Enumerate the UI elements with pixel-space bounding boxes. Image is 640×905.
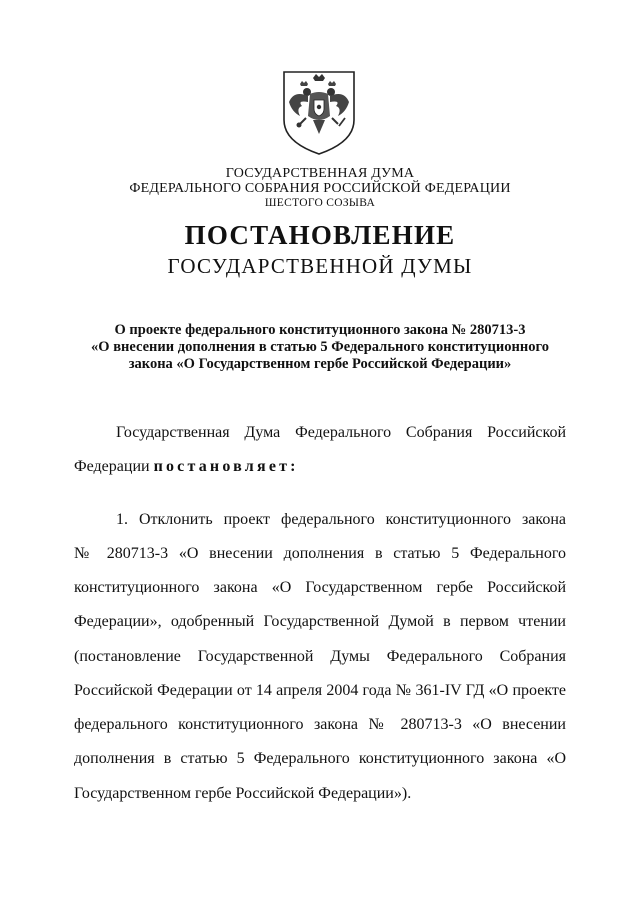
subject-line: «О внесении дополнения в статью 5 Федерального конституционного bbox=[91, 339, 549, 355]
org-name-line1: ГОСУДАРСТВЕННАЯ ДУМА bbox=[225, 166, 415, 181]
subject-line: О проекте федерального конституционного закона № 280713-3 bbox=[114, 322, 526, 338]
paragraph-line: Государственном гербе Российской Федерации»). bbox=[74, 785, 412, 802]
document-title: ПОСТАНОВЛЕНИЕ bbox=[184, 220, 456, 250]
coat-of-arms-icon bbox=[280, 68, 358, 156]
resolves-verb: постановляет: bbox=[153, 458, 299, 475]
org-name-line2: ФЕДЕРАЛЬНОГО СОБРАНИЯ РОССИЙСКОЙ ФЕДЕРАЦИИ bbox=[129, 181, 511, 196]
preamble-start: Федерации bbox=[74, 458, 150, 475]
paragraph-line: дополнения в статью 5 Федерального конституционного закона «О bbox=[74, 750, 566, 767]
preamble-line: Государственная Дума Федерального Собрания Российской bbox=[116, 424, 566, 441]
paragraph-line: 1. Отклонить проект федерального конституционного закона bbox=[116, 511, 566, 528]
paragraph-line: федерального конституционного закона № 280713-3 «О внесении bbox=[74, 716, 566, 733]
paragraph-line: Российской Федерации от 14 апреля 2004 года № 361-IV ГД «О проекте bbox=[74, 682, 566, 699]
convocation-line: ШЕСТОГО СОЗЫВА bbox=[264, 197, 376, 209]
preamble-line bbox=[74, 458, 566, 476]
paragraph-line: конституционного закона «О Государственном гербе Российской bbox=[74, 579, 566, 596]
paragraph-line: № 280713-3 «О внесении дополнения в статью 5 Федерального bbox=[74, 545, 566, 562]
subject-heading bbox=[0, 322, 640, 373]
paragraph-line: (постановление Государственной Думы Федерального Собрания bbox=[74, 648, 566, 665]
document-subtitle: ГОСУДАРСТВЕННОЙ ДУМЫ bbox=[167, 254, 473, 278]
paragraph-line: Федерации», одобренный Государственной Думой в первом чтении bbox=[74, 613, 566, 630]
subject-line: закона «О Государственном гербе Российской Федерации» bbox=[128, 356, 512, 372]
